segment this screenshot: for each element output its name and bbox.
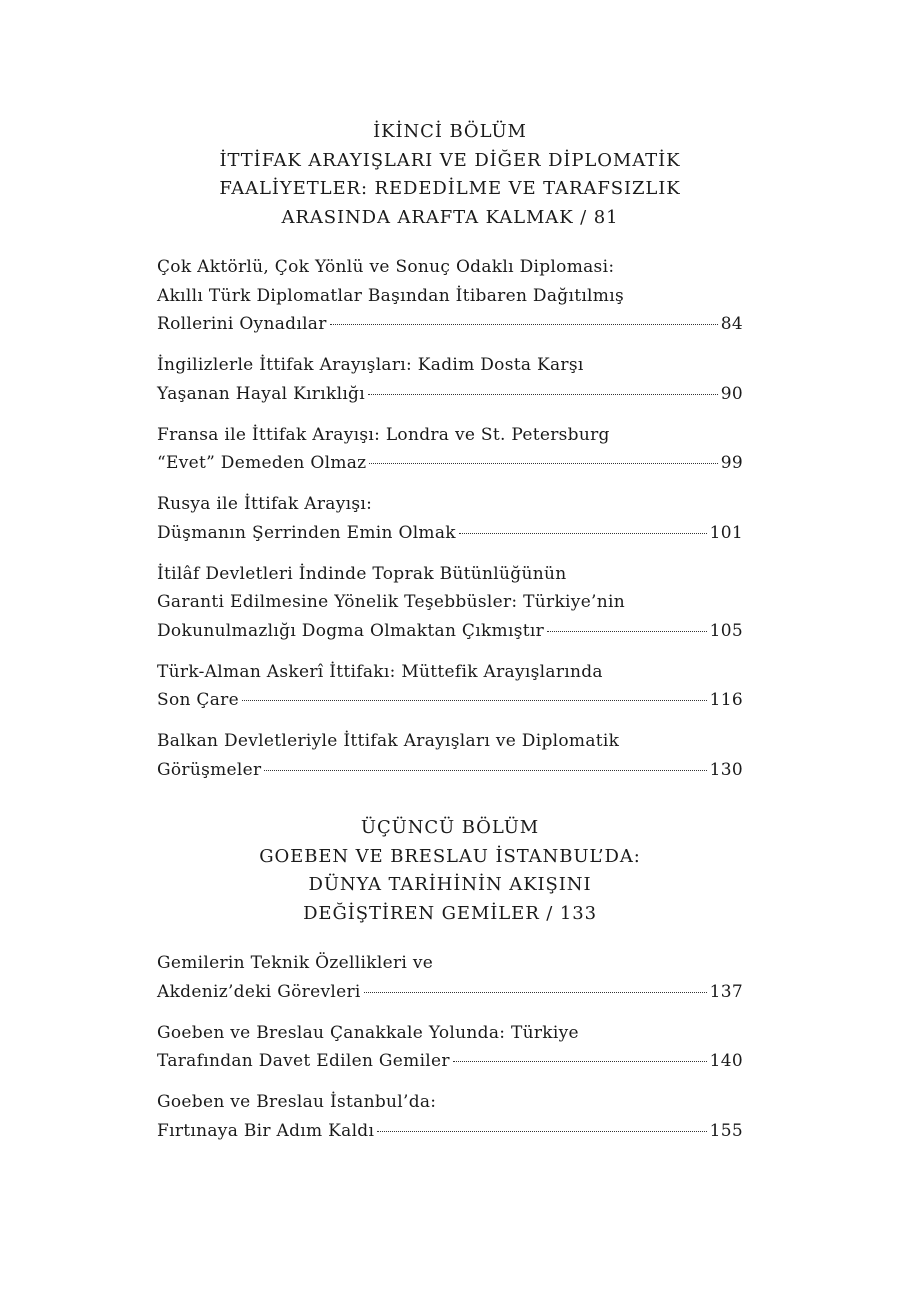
- toc-entry-line: Goeben ve Breslau Çanakkale Yolunda: Türkiye: [157, 1022, 579, 1043]
- toc-entry-line: Çok Aktörlü, Çok Yönlü ve Sonuç Odaklı Diplomasi:: [157, 257, 615, 277]
- toc-entry-line: Rollerini Oynadılar: [157, 314, 327, 334]
- page-number: 99: [720, 453, 743, 473]
- toc-entry-line: Fransa ile İttifak Arayışı: Londra ve St. Petersburg: [157, 424, 610, 445]
- page-number: 116: [709, 690, 743, 710]
- toc-entry-line: Akıllı Türk Diplomatlar Başından İtibaren Dağıtılmış: [157, 285, 624, 306]
- toc-entry-line: Dokunulmazlığı Dogma Olmaktan Çıkmıştır: [157, 620, 545, 641]
- toc-entry[interactable]: [157, 1019, 743, 1076]
- page-number: 140: [709, 1051, 743, 1071]
- toc-entry-line: Balkan Devletleriyle İttifak Arayışları ve Diplomatik: [157, 731, 620, 751]
- chapter-title-line: DÜNYA TARİHİNİN AKIŞINI: [308, 874, 592, 895]
- dot-leader: [369, 463, 717, 464]
- toc-entry[interactable]: [157, 351, 743, 408]
- chapter-title-line: İTTİFAK ARAYIŞLARI VE DİĞER DİPLOMATİK: [219, 149, 681, 171]
- chapter-section: [157, 814, 743, 1145]
- page-number: 130: [709, 759, 743, 780]
- dot-leader: [377, 1131, 706, 1132]
- toc-entry[interactable]: [157, 490, 743, 547]
- toc-entry-line: Görüşmeler: [157, 759, 262, 780]
- chapter-title-line: FAALİYETLER: REDEDİLME VE TARAFSIZLIK: [219, 178, 681, 199]
- toc-entry-line: Akdeniz’deki Görevleri: [157, 981, 361, 1002]
- dot-leader: [368, 394, 718, 395]
- toc-entry-line: “Evet” Demeden Olmaz: [157, 453, 367, 473]
- toc-entry[interactable]: [157, 1088, 743, 1145]
- toc-entry-line: Gemilerin Teknik Özellikleri ve: [157, 953, 434, 973]
- page-number: 90: [720, 383, 743, 404]
- page-number: 84: [720, 314, 743, 334]
- chapter-heading: [157, 118, 743, 232]
- toc-entry[interactable]: [157, 560, 743, 646]
- toc-entry[interactable]: [157, 727, 743, 784]
- page-number: 155: [709, 1120, 743, 1141]
- toc-entry-line: Fırtınaya Bir Adım Kaldı: [157, 1120, 375, 1141]
- toc-entry-list: [157, 253, 743, 784]
- toc-entry[interactable]: [157, 658, 743, 715]
- page-number: 101: [709, 522, 743, 543]
- toc-entry-line: Türk-Alman Askerî İttifakı: Müttefik Arayışlarında: [157, 661, 603, 682]
- chapter-title-line: ARASINDA ARAFTA KALMAK / 81: [281, 206, 619, 228]
- dot-leader: [264, 770, 706, 771]
- toc-entry[interactable]: [157, 421, 743, 478]
- toc-entry-line: Yaşanan Hayal Kırıklığı: [157, 383, 365, 404]
- chapter-heading: [157, 814, 743, 928]
- toc-entry[interactable]: [157, 949, 743, 1006]
- page-number: 137: [709, 981, 743, 1002]
- toc-entry-line: İngilizlerle İttifak Arayışları: Kadim Dosta Karşı: [157, 355, 584, 375]
- toc-entry-line: Rusya ile İttifak Arayışı:: [157, 494, 373, 514]
- dot-leader: [547, 631, 707, 632]
- toc-entry-line: Son Çare: [157, 690, 239, 710]
- toc-entry-line: Garanti Edilmesine Yönelik Teşebbüsler: Türkiye’nin: [157, 592, 625, 612]
- toc-entry-list: [157, 949, 743, 1145]
- toc-entry[interactable]: [157, 253, 743, 339]
- page-number: 105: [709, 620, 743, 641]
- chapter-number: İKİNCİ BÖLÜM: [373, 121, 527, 142]
- dot-leader: [242, 700, 707, 701]
- dot-leader: [330, 324, 718, 325]
- dot-leader: [364, 992, 707, 993]
- toc-entry-line: Goeben ve Breslau İstanbul’da:: [157, 1092, 437, 1112]
- toc-entry-line: İtilâf Devletleri İndinde Toprak Bütünlüğünün: [157, 563, 567, 584]
- chapter-title-line: DEĞİŞTİREN GEMİLER / 133: [303, 902, 597, 924]
- dot-leader: [453, 1061, 707, 1062]
- chapter-number: ÜÇÜNCÜ BÖLÜM: [360, 817, 540, 838]
- toc-entry-line: Tarafından Davet Edilen Gemiler: [157, 1051, 450, 1071]
- chapter-section: [157, 118, 743, 784]
- dot-leader: [459, 533, 707, 534]
- chapter-title-line: GOEBEN VE BRESLAU İSTANBUL’DA:: [259, 845, 641, 867]
- toc-entry-line: Düşmanın Şerrinden Emin Olmak: [157, 522, 456, 543]
